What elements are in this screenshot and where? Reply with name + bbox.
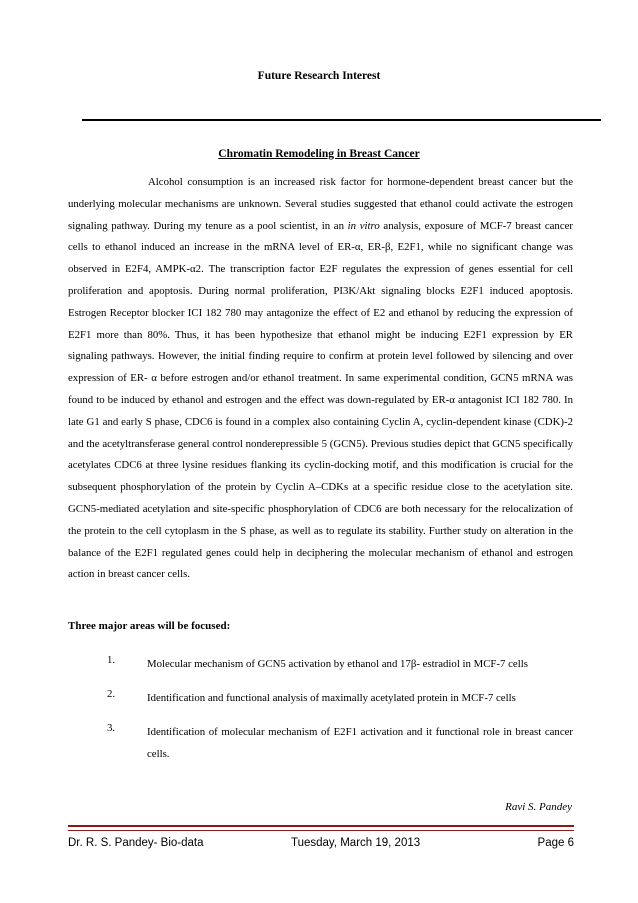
list-item-number: 2. <box>107 688 116 700</box>
list-item-number: 1. <box>107 654 116 666</box>
footer-rule-thin <box>68 830 574 831</box>
list-item <box>0 654 638 688</box>
footer-date: Tuesday, March 19, 2013 <box>291 837 421 849</box>
list-item <box>0 688 638 722</box>
list-item-text: Identification of molecular mechanism of E2F1 activation and it functional role in breast cancer cells. <box>147 726 573 760</box>
body-text-italic: in vitro <box>347 219 380 232</box>
body-text-part2: analysis, exposure of MCF-7 breast cancer cells to ethanol induced an increase in the mRNA level of ER-α, ER-β, E2F1, while no significant change was observed in E2F4, AMPK-α2. The transcription factor E2F regulates the expression of genes essential for cell proliferation and apoptosis. During normal proliferation, PI3K/Akt signaling blocks E2F1 induced apoptosis. Estrogen Receptor blocker ICI 182 780 may antagonize the effect of E2 and ethanol by reducing the expression of E2F1 more than 80%. Thus, it has been hypothesize that ethanol might be inducing E2F1 expression by ER signaling pathways. However, the initial finding require to confirm at protein level followed by silencing and over expression of ER- α before estrogen and/or ethanol treatment. In same experimental condition, GCN5 mRNA was found to be induced by ethanol and estrogen and the effect was down-regulated by ER-α antagonist ICI 182 780. In late G1 and early S phase, CDC6 is found in a complex also containing Cyclin A, cyclin-dependent kinase (CDK)-2 and the acetyltransferase general control nonderepressible 5 (GCN5). Previous studies depict that GCN5 specifically acetylates CDC6 at three lysine residues flanking its cyclin-docking motif, and this modification is crucial for the subsequent phosphorylation of the protein by Cyclin A–CDKs at a specific residue close to the acetylation site. GCN5-mediated acetylation and site-specific phosphorylation of CDC6 are both necessary for the relocalization of the protein to the cell cytoplasm in the S phase, as well as to regulate its stability. Further study on alteration in the balance of the E2F1 regulated genes could help in deciphering the molecular mechanism of ethanol and estrogen action in breast cancer cells. <box>68 219 574 581</box>
footer-author: Dr. R. S. Pandey- Bio-data <box>68 837 204 849</box>
page-title: Future Research Interest <box>257 70 381 82</box>
section-heading: Chromatin Remodeling in Breast Cancer <box>218 148 420 160</box>
footer-rule-thick <box>68 825 574 827</box>
list-item-number: 3. <box>107 722 116 734</box>
title-divider <box>82 119 601 121</box>
list-item <box>0 722 638 760</box>
areas-heading: Three major areas will be focused: <box>68 620 231 632</box>
signature: Ravi S. Pandey <box>505 801 572 813</box>
body-text <box>68 172 573 586</box>
area-list <box>0 654 638 760</box>
list-item-text: Molecular mechanism of GCN5 activation by ethanol and 17β- estradiol in MCF-7 cells <box>147 658 528 670</box>
body-paragraph <box>68 172 573 586</box>
footer-page-number: Page 6 <box>537 837 574 849</box>
body-text-part1: Alcohol consumption is an increased risk factor for hormone-dependent breast cancer but the underlying molecular mechanisms are unknown. Several studies suggested that ethanol could activate the estrogen signaling pathway. During my tenure as a pool scientist, in an <box>68 176 573 232</box>
list-item-text: Identification and functional analysis of maximally acetylated protein in MCF-7 cells <box>147 692 516 704</box>
